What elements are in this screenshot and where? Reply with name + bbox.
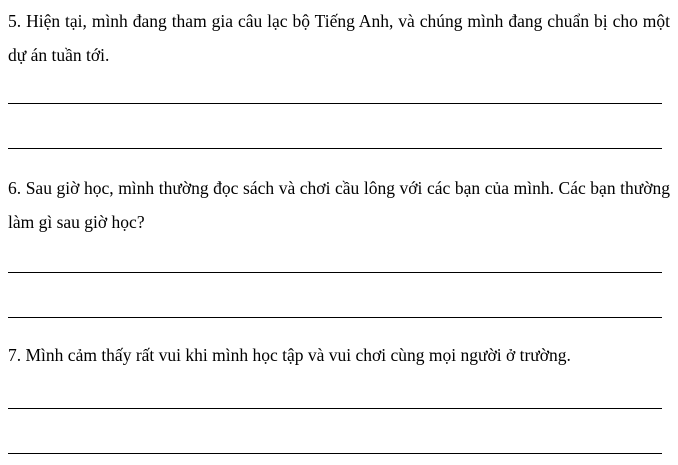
answer-line-5-1[interactable] <box>8 103 662 104</box>
question-7-text: 7. Mình cảm thấy rất vui khi mình học tập và vui chơi cùng mọi người ở trường. <box>8 345 571 365</box>
question-6-text: 6. Sau giờ học, mình thường đọc sách và chơi cầu lông với các bạn của mình. Các bạn thường làm gì sau giờ học? <box>8 178 670 232</box>
answer-line-5-2[interactable] <box>8 148 662 149</box>
answer-line-6-1[interactable] <box>8 272 662 273</box>
answer-line-7-2[interactable] <box>8 453 662 454</box>
answer-line-7-1[interactable] <box>8 408 662 409</box>
answer-line-6-2[interactable] <box>8 317 662 318</box>
question-5-text: 5. Hiện tại, mình đang tham gia câu lạc bộ Tiếng Anh, và chúng mình đang chuẩn bị cho một dự án tuần tới. <box>8 11 670 65</box>
